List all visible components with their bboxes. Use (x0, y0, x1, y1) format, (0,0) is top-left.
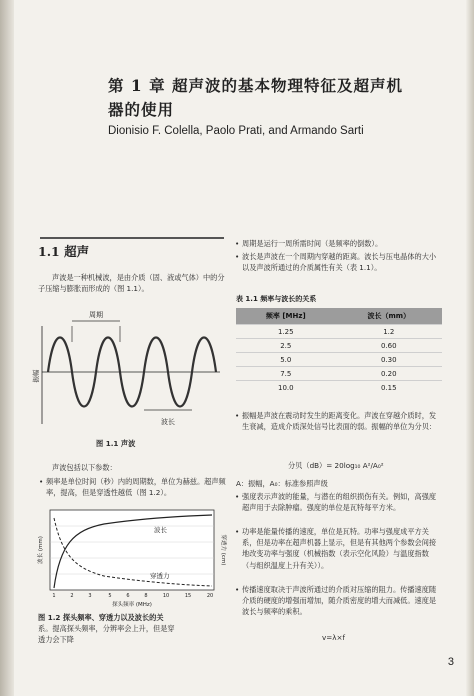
y-axis-right-label: 穿透力 (cm) (220, 534, 226, 566)
x-tick: 3 (88, 593, 92, 599)
x-tick: 1 (52, 593, 56, 599)
x-tick: 8 (144, 593, 148, 599)
chapter-title-line1: 第 1 章 超声波的基本物理特征及超声机 (108, 76, 403, 95)
bullet-period: • 周期是运行一周所需时间（是频率的倒数）。 (242, 238, 440, 249)
frequency-wavelength-table (236, 308, 442, 394)
chapter-title-line2: 器的使用 (108, 100, 175, 119)
table-cell: 5.0 (236, 353, 336, 367)
bullet-wavelength: • 波长是声波在一个周期内穿越的距离。波长与压电晶体的大小以及声波所通过的介质属性有关（表 1.1）。 (242, 251, 440, 273)
x-axis-label: 探头频率 (MHz) (112, 602, 152, 608)
table-cell: 0.60 (336, 339, 442, 353)
x-tick: 20 (206, 593, 214, 599)
table-caption: 表 1.1 频率与波长的关系 (236, 295, 317, 303)
table-cell: 1.25 (236, 325, 336, 339)
book-spine-shadow (0, 0, 14, 696)
table-cell: 10.0 (236, 381, 336, 395)
x-tick: 5 (108, 593, 112, 599)
table-row (236, 325, 442, 339)
page-number: 3 (447, 656, 454, 668)
table-cell: 2.5 (236, 339, 336, 353)
section-rule (40, 237, 224, 239)
bullet-power: • 功率是能量传播的速度，单位是瓦特。功率与强度成平方关系，但是功率在超声机器上显示，但是有其他两个参数会间接地改变功率与强度（机械指数（表示空化风险）与温度指数（与组织温度上升有关））。 (242, 526, 440, 571)
intro-paragraph: 声波是一种机械波，是由介质（固、液或气体）中的分子压缩与膨胀而形成的（图 1.1）。 (38, 273, 225, 294)
table-cell: 0.20 (336, 367, 442, 381)
figure-1-2-chart (34, 504, 230, 608)
table-cell: 7.5 (236, 367, 336, 381)
table-row (236, 353, 442, 367)
figure-1-1-wave (34, 306, 222, 430)
table-header: 频率 [MHz] (236, 308, 336, 325)
bullet-intensity: • 强度表示声波的能量，与潜在的组织损伤有关。例如，高强度超声用于去除肿瘤。强度的单位是瓦特每平方米。 (242, 491, 440, 513)
chapter-authors: Dionisio F. Colella, Paolo Prati, and Armando Sarti (108, 125, 364, 137)
chapter-title (108, 74, 438, 122)
wavelength-label: 波长 (161, 418, 175, 426)
params-intro: 声波包括以下参数： (52, 463, 117, 472)
curve-label-wavelength: 波长 (154, 526, 167, 534)
velocity-formula: v=λ×f (322, 633, 346, 642)
x-ticks (52, 593, 213, 599)
table-cell: 0.30 (336, 353, 442, 367)
table-header: 波长（mm） (336, 308, 442, 325)
page-edge (466, 0, 474, 696)
table-cell: 1.2 (336, 325, 442, 339)
table-row (236, 381, 442, 395)
x-tick: 15 (184, 593, 192, 599)
curve-label-penetration: 穿透力 (150, 572, 170, 580)
x-tick: 10 (162, 593, 170, 599)
bullet-frequency: • 频率是单位时间（秒）内的周期数，单位为赫兹。超声频率，提高，但是穿透性越低（图 1.2）。 (46, 476, 226, 498)
section-title: 1.1 超声 (38, 244, 90, 259)
amplitude-label: 振幅 (32, 369, 40, 383)
fig2-caption-line1: 图 1.2 探头频率、穿透力以及波长的关 (38, 613, 164, 622)
table-header-row (236, 308, 442, 325)
fig2-caption-line2: 系。提高探头频率，分辨率会上升，但是穿 (38, 624, 175, 634)
figure-1-1-caption: 图 1.1 声波 (96, 439, 136, 448)
figure-1-2-caption (38, 612, 230, 646)
formula-note: A：振幅，A₀：标准参照声级 (236, 479, 328, 488)
table-row (236, 339, 442, 353)
bullet-velocity: • 传播速度取决于声波所通过的介质对压缩的阻力。传播速度随介质的硬度的增强而增加，随介质密度的增大而减低。速度是波长与频率的乘积。 (242, 584, 440, 618)
decibel-formula: 分贝（dB）= 20log₁₀ A²/A₀² (288, 461, 384, 470)
x-tick: 2 (70, 593, 74, 599)
fig2-caption-line3: 透力会下降 (38, 635, 74, 645)
bullet-amplitude: • 振幅是声波在震动时发生的距离变化。声波在穿越介质时，发生衰减，造成介质深处信号比表面的弱。振幅的单位为分贝： (242, 410, 440, 432)
table-row (236, 367, 442, 381)
y-axis-left-label: 波长 (mm) (38, 536, 44, 564)
period-label: 周期 (89, 311, 103, 319)
plot-area (50, 510, 214, 590)
table-cell: 0.15 (336, 381, 442, 395)
x-tick: 6 (126, 593, 130, 599)
